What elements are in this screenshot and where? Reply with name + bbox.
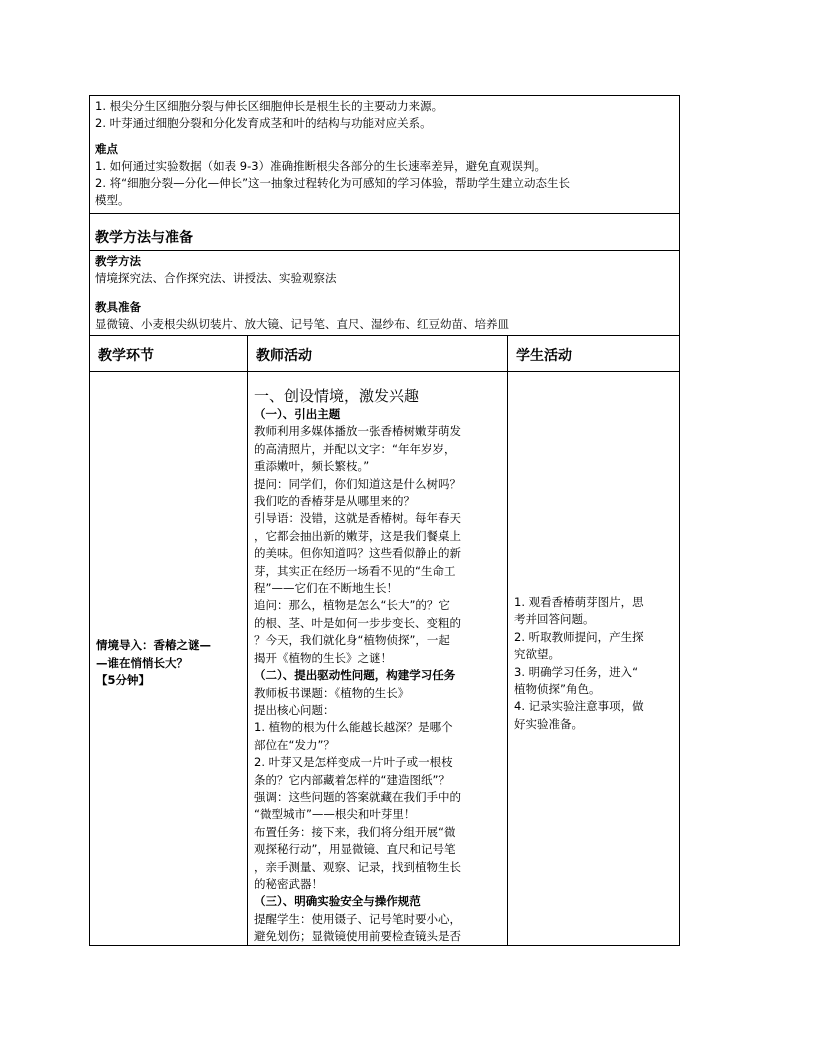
- teacher-p1-2: 重添嫩叶，频长繁枝。”: [254, 459, 370, 474]
- stage-title-line1: 情境导入：香椿之谜—: [96, 638, 211, 653]
- key-point-1: 1. 根尖分生区细胞分裂与伸长区细胞伸长是根生长的主要动力来源。: [95, 99, 444, 113]
- table-row: [90, 371, 679, 945]
- teacher-sub3: （三）、明确实验安全与操作规范: [254, 894, 421, 909]
- teacher-sub2: （二）、提出驱动性问题，构建学习任务: [254, 668, 456, 683]
- header-student: 学生活动: [516, 348, 572, 364]
- teacher-p1-1: 的高清照片，并配以文字：“年年岁岁，: [254, 441, 456, 456]
- difficulty-1: 1. 如何通过实验数据（如表 9-3）准确推断根尖各部分的生长速率差异，避免直观误判。: [95, 159, 547, 173]
- objectives-section: [90, 96, 679, 213]
- teacher-p2-9: 观探秘行动”，用显微镜、直尺和记号笔: [254, 842, 456, 857]
- teacher-p1-6: ，它都会抽出新的嫩芽，这是我们餐桌上: [254, 528, 461, 543]
- teacher-p3-1: 避免划伤；显微镜使用前要检查镜头是否: [254, 929, 461, 944]
- student-cell: [508, 372, 679, 945]
- methods-section: [90, 250, 679, 335]
- student-line-4: 3. 明确学习任务，进入“: [514, 664, 639, 679]
- key-point-2: 2. 叶芽通过细胞分裂和分化发育成茎和叶的结构与功能对应关系。: [95, 116, 432, 130]
- table-header-row: [90, 335, 679, 371]
- teacher-p1-3: 提问：同学们，你们知道这是什么树吗？: [254, 476, 461, 491]
- method-text: 情境探究法、合作探究法、讲授法、实验观察法: [95, 271, 337, 285]
- student-line-5: 植物侦探”角色。: [514, 681, 601, 696]
- teacher-p1-11: 的根、茎、叶是如何一步步变长、变粗的: [254, 615, 461, 630]
- teacher-p2-3: 部位在“发力”？: [254, 737, 335, 752]
- teacher-cell: [248, 372, 508, 945]
- difficulty-heading: 难点: [95, 142, 118, 156]
- stage-time: 【5分钟】: [96, 673, 151, 688]
- difficulty-2-cont: 模型。: [95, 193, 130, 207]
- teacher-p2-4: 2. 叶芽又是怎样变成一片叶子或一根枝: [254, 755, 453, 770]
- methods-title-row: [90, 213, 679, 250]
- teacher-p2-6: 强调：这些问题的答案就藏在我们手中的: [254, 789, 461, 804]
- teacher-section-title: 一、创设情境，激发兴趣: [254, 387, 420, 405]
- teacher-p2-11: 的秘密武器！: [254, 876, 323, 891]
- teacher-p2-0: 教师板书课题：《植物的生长》: [254, 685, 410, 700]
- teacher-p2-1: 提出核心问题：: [254, 702, 335, 717]
- student-line-6: 4. 记录实验注意事项，做: [514, 699, 644, 714]
- teacher-p1-4: 我们吃的香椿芽是从哪里来的？: [254, 494, 415, 509]
- teacher-p2-10: ，亲手测量、观察、记录，找到植物生长: [254, 859, 461, 874]
- methods-title: 教学方法与准备: [95, 230, 193, 246]
- student-line-2: 2. 听取教师提问，产生探: [514, 629, 644, 644]
- student-line-7: 好实验准备。: [514, 716, 583, 731]
- teacher-p2-5: 条的？它内部藏着怎样的“建造图纸”？: [254, 772, 450, 787]
- teacher-p1-0: 教师利用多媒体播放一张香椿树嫩芽萌发: [254, 424, 461, 439]
- teacher-p2-7: “微型城市”——根尖和叶芽里！: [254, 807, 416, 822]
- teacher-p3-0: 提醒学生：使用镊子、记号笔时要小心，: [254, 911, 461, 926]
- teacher-p1-5: 引导语：没错，这就是香椿树。每年春天: [254, 511, 461, 526]
- teacher-p1-9: 程”——它们在不断地生长！: [254, 581, 398, 596]
- lesson-plan-page: [89, 95, 680, 946]
- teacher-p1-8: 芽，其实正在经历一场看不见的“生命工: [254, 563, 456, 578]
- stage-cell: [90, 372, 248, 945]
- student-line-0: 1. 观看香椿萌芽图片，思: [514, 594, 644, 609]
- tools-text: 显微镜、小麦根尖纵切装片、放大镜、记号笔、直尺、湿纱布、红豆幼苗、培养皿: [95, 317, 509, 331]
- teacher-p1-13: 揭开《植物的生长》之谜！: [254, 650, 392, 665]
- difficulty-2: 2. 将“细胞分裂—分化—伸长”这一抽象过程转化为可感知的学习体验，帮助学生建立动态生长: [95, 176, 571, 190]
- tools-heading: 教具准备: [95, 300, 141, 314]
- header-stage: 教学环节: [90, 336, 248, 371]
- student-line-1: 考并回答问题。: [514, 612, 595, 627]
- teacher-p1-7: 的美味。但你知道吗？这些看似静止的新: [254, 546, 461, 561]
- teacher-p1-10: 追问：那么，植物是怎么“长大”的？它: [254, 598, 450, 613]
- teacher-p2-8: 布置任务：接下来，我们将分组开展“微: [254, 824, 456, 839]
- header-teacher: 教师活动: [248, 336, 508, 371]
- stage-title-line2: —谁在悄悄长大？: [96, 655, 188, 670]
- teacher-p2-2: 1. 植物的根为什么能越长越深？是哪个: [254, 720, 453, 735]
- teacher-p1-12: ？今天，我们就化身“植物侦探”，一起: [254, 633, 450, 648]
- student-line-3: 究欲望。: [514, 647, 560, 662]
- lesson-plan-table: [89, 95, 680, 946]
- teacher-sub1: （一）、引出主题: [254, 407, 341, 421]
- method-heading: 教学方法: [95, 254, 141, 268]
